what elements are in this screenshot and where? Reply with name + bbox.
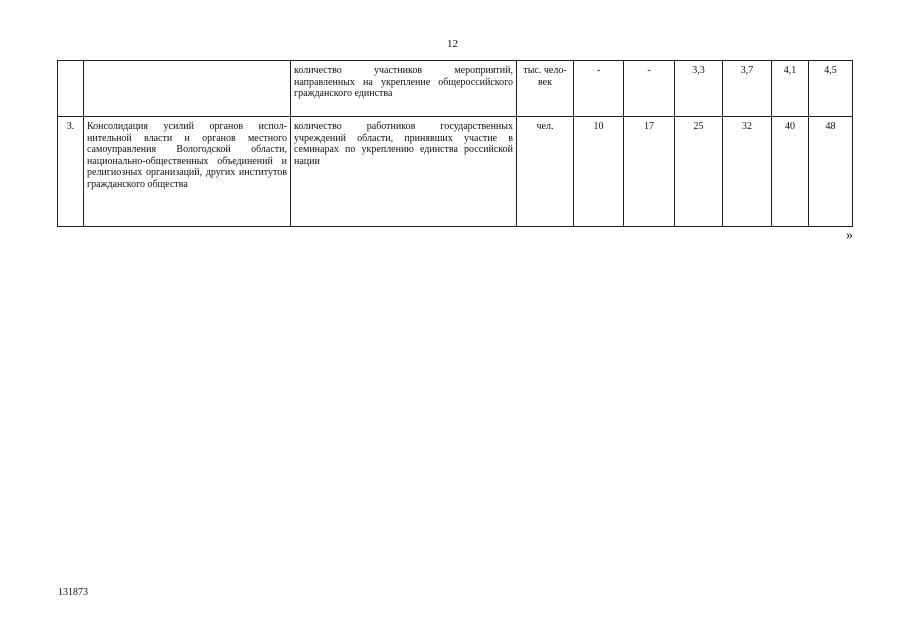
value-cell: 3,3 [675,61,723,117]
indicators-table [57,60,853,227]
value-cell: 4,5 [809,61,853,117]
table-row [58,117,853,227]
unit-cell: тыс. человек [517,61,574,117]
table-row [58,61,853,117]
value-cell: 4,1 [772,61,809,117]
task-cell [84,61,291,117]
value-cell: 25 [675,117,723,227]
page-number: 12 [447,38,458,50]
indicator-cell: количество работников государственных учреждений области, принявших участие в семинарах по укреплению единства российской нации [291,117,517,227]
value-cell: - [624,61,675,117]
unit-cell: чел. [517,117,574,227]
row-number-cell: 3. [58,117,84,227]
value-cell: - [574,61,624,117]
indicator-cell: количество участников мероприятий, направленных на укрепление общероссийского гражданского единства [291,61,517,117]
value-cell: 40 [772,117,809,227]
value-cell: 3,7 [723,61,772,117]
value-cell: 10 [574,117,624,227]
value-cell: 32 [723,117,772,227]
row-number-cell [58,61,84,117]
value-cell: 17 [624,117,675,227]
closing-quote: » [846,228,853,243]
task-cell: Консолидация усилий органов исполнительной власти и органов местного самоуправления Вологодской области, национально-общественных объединений и религиозных организаций, других институтов гражданского общества [84,117,291,227]
value-cell: 48 [809,117,853,227]
document-code: 131873 [58,587,88,598]
